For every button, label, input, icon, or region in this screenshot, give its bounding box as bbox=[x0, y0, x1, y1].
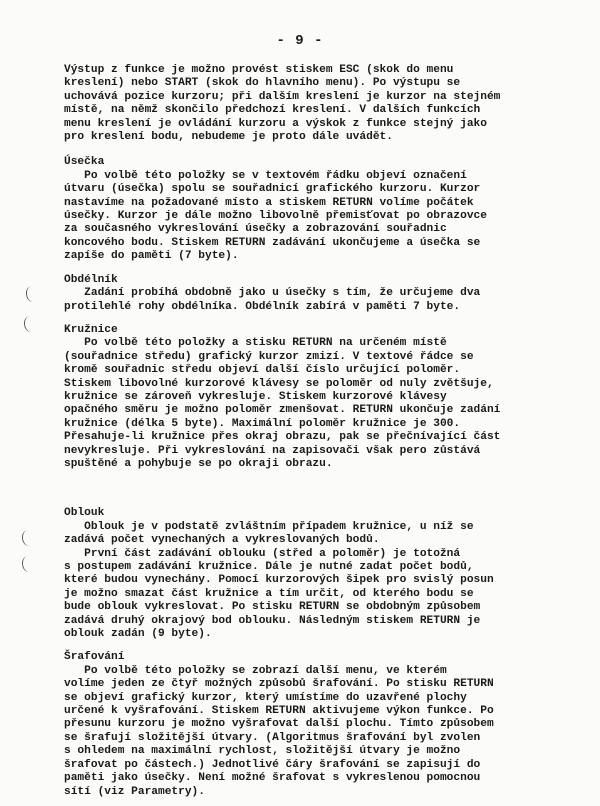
text-line: bude oblouk vykreslovat. Po stisku RETURN se obdobným způsobem bbox=[64, 601, 481, 614]
text-line: se šrafují složitější útvary. (Algoritmus šrafování byl zvolen bbox=[64, 731, 481, 744]
text-line: přesunu kurzoru je možno vyšrafovat další plochu. Tímto způsobem bbox=[64, 718, 494, 731]
text-line: Oblouk je v podstatě zvláštním případem kružnice, u níž se bbox=[64, 520, 474, 533]
text-line: opačného směru je možno poloměr zmenšovat. RETURN ukončuje zadání bbox=[64, 404, 501, 417]
section-kruznice bbox=[64, 324, 534, 471]
margin-mark bbox=[21, 555, 36, 573]
section-usecka bbox=[64, 156, 534, 263]
text-line: spuštěné a pohybuje se po okraji obrazu. bbox=[64, 457, 333, 470]
text-line: Výstup z funkce je možno provést stiskem ESC (skok do menu bbox=[64, 64, 454, 76]
text-line: zadává druhý okrajový bod oblouku. Následným stiskem RETURN je bbox=[64, 614, 481, 627]
text-line: s ohledem na maximální rychlost, složitější útvary je možno bbox=[64, 745, 461, 758]
margin-mark bbox=[23, 315, 38, 333]
text-line: je možno smazat část kružnice a tím určit, od kterého bodu se bbox=[64, 587, 474, 600]
text-line: zapíše do paměti (7 byte). bbox=[64, 250, 239, 263]
section-obdelnik bbox=[64, 274, 534, 314]
section-heading: Úsečka bbox=[64, 156, 105, 169]
text-line: se objeví grafický kurzor, který umístíme do uzavřené plochy bbox=[64, 691, 467, 704]
section-heading: Oblouk bbox=[64, 507, 105, 520]
text-line: útvaru (úsečka) spolu se souřadnicí grafického kurzoru. Kurzor bbox=[64, 183, 481, 196]
text-line: koncového bodu. Stiskem RETURN zadávání ukončujeme a úsečka se bbox=[64, 236, 481, 249]
section-heading: Šrafování bbox=[64, 651, 125, 664]
page-body bbox=[64, 64, 534, 799]
margin-mark bbox=[21, 529, 36, 547]
text-line: kružnice se zároveň vykresluje. Stiskem kurzorové klávesy bbox=[64, 390, 447, 403]
text-line: šrafovat po částech.) Jednotlivé čáry šrafování se zapisují do bbox=[64, 758, 481, 771]
margin-mark bbox=[25, 285, 40, 303]
text-line: oblouk zadán (9 byte). bbox=[64, 628, 212, 641]
text-line: které budou vynechány. Pomocí kurzorových šipek pro svislý posun bbox=[64, 574, 494, 587]
text-line: Stiskem libovolné kurzorové klávesy se poloměr od nuly zvětšuje, bbox=[64, 377, 494, 390]
text-line: kreslení) nebo START (skok do hlavního menu). Po výstupu se bbox=[64, 77, 461, 90]
text-line: protilehlé rohy obdélníka. Obdélník zabírá v paměti 7 byte. bbox=[64, 300, 461, 313]
text-line: nevykresluje. Při vykreslování na zapisovači však pero zůstává bbox=[64, 444, 481, 457]
text-line: určené k vyšrafování. Stiskem RETURN aktivujeme výkon funkce. Po bbox=[64, 705, 494, 718]
text-line: Zadání probíhá obdobně jako u úsečky s tím, že určujeme dva bbox=[64, 287, 481, 300]
text-line: menu kreslení je ovládání kurzoru a výskok z funkce stejný jako bbox=[64, 117, 487, 130]
text-line: úsečky. Kurzor je dále možno libovolně přemisťovat po obrazovce bbox=[64, 210, 487, 223]
text-line: Po volbě této položky se v textovém řádku objeví označení bbox=[64, 169, 467, 182]
text-line: sítí (viz Parametry). bbox=[64, 785, 205, 798]
text-line: kromě souřadnic středu objeví další číslo určující poloměr. bbox=[64, 364, 461, 377]
text-line: zadává počet vynechaných a vykreslovaných bodů. bbox=[64, 534, 380, 547]
intro-paragraph bbox=[64, 64, 534, 144]
text-line: kružnice (délka 5 byte). Maximální poloměr kružnice je 300. bbox=[64, 417, 461, 430]
text-line: nastavíme na požadované místo a stiskem RETURN volíme počátek bbox=[64, 196, 474, 209]
section-heading: Kružnice bbox=[64, 323, 118, 336]
text-line: místě, na němž skončilo předchozí kreslení. V dalších funkcích bbox=[64, 104, 481, 117]
text-line: uchovává pozice kurzoru; při dalším kreslení je kurzor na stejném bbox=[64, 90, 501, 103]
section-heading: Obdélník bbox=[64, 273, 118, 286]
text-line: volíme jeden ze čtyř možných způsobů šrafování. Po stisku RETURN bbox=[64, 678, 494, 691]
text-line: Po volbě této položky a stisku RETURN na určeném místě bbox=[64, 337, 447, 350]
section-oblouk bbox=[64, 507, 534, 641]
section-srafovani bbox=[64, 651, 534, 798]
page-number: - 9 - bbox=[276, 33, 324, 49]
text-line: Přesahuje-li kružnice přes okraj obrazu, pak se přečnívající část bbox=[64, 431, 501, 444]
text-line: První část zadávání oblouku (střed a poloměr) je totožná bbox=[64, 547, 461, 560]
text-line: za současného vykreslování úsečky a zobrazování souřadnic bbox=[64, 223, 447, 236]
text-line: Po volbě této položky se zobrazí další menu, ve kterém bbox=[64, 664, 447, 677]
text-line: (souřadnice středu) grafický kurzor zmizí. V textové řádce se bbox=[64, 350, 474, 363]
text-line: pro kreslení bodu, nebudeme je proto dále uvádět. bbox=[64, 131, 393, 144]
text-line: paměti jako úsečky. Není možné šrafovat s vykreslenou pomocnou bbox=[64, 772, 481, 785]
text-line: s postupem zadávání kružnice. Dále je nutné zadat počet bodů, bbox=[64, 561, 474, 573]
